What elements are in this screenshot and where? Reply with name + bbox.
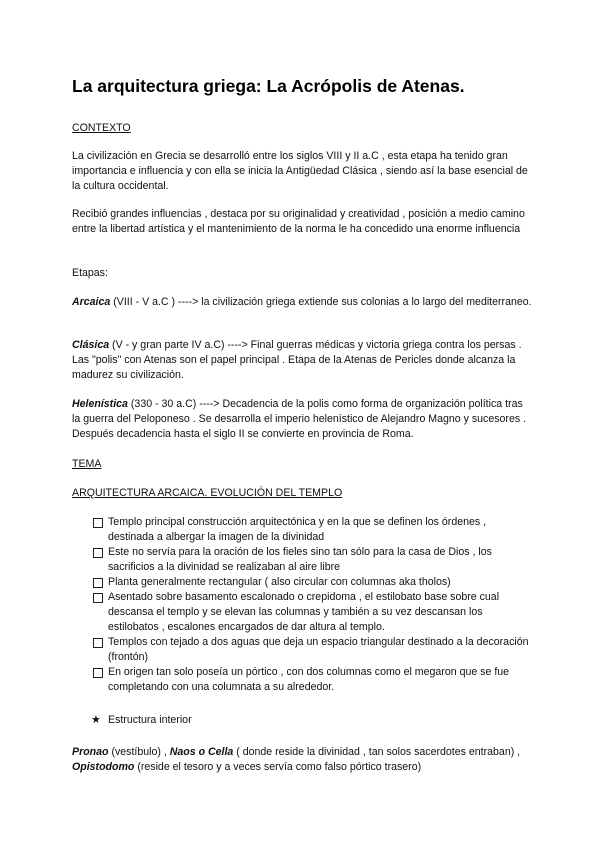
term-opistodomo: Opistodomo <box>72 761 135 773</box>
text-segment: (reside el tesoro y a veces servía como falso pórtico trasero) <box>134 761 422 773</box>
etapa-text: (VIII - V a.C ) ----> la civilización griega extiende sus colonias a lo largo del mediterraneo. <box>110 296 532 308</box>
checkbox[interactable] <box>93 578 103 588</box>
list-item-text: En origen tan solo poseía un pórtico , con dos columnas como el megaron que se fue completando con una columnata a su alrededor. <box>108 666 510 693</box>
list-item-text: Asentado sobre basamento escalonado o crepidoma , el estilobato base sobre cual descansa el templo y se elevan las columnas y también a su vez descansan los estilobatos , escalones encargados de dar altura al templo. <box>108 591 500 633</box>
text-segment: (vestíbulo) , <box>108 746 170 758</box>
etapa-helenistica <box>72 397 532 442</box>
checkbox[interactable] <box>93 548 103 558</box>
list-item <box>72 590 532 635</box>
etapa-text: (V - y gran parte IV a.C) ----> Final guerras médicas y victoria griega contra los persas . Las "polis" con Atenas son el papel principal . Etapa de la Atenas de Pericles donde alcanza la madurez su civilización. <box>72 339 522 381</box>
list-item <box>72 575 532 590</box>
list-item <box>72 665 532 695</box>
tema-subheading: ARQUITECTURA ARCAICA. EVOLUCIÓN DEL TEMPLO <box>72 487 343 499</box>
etapa-arcaica <box>72 295 532 310</box>
term-pronao: Pronao <box>72 746 109 758</box>
list-item-text: Templos con tejado a dos aguas que deja un espacio triangular destinado a la decoración (frontón) <box>108 636 529 663</box>
list-item <box>72 635 532 665</box>
star-item <box>72 713 532 728</box>
list-item-text: Templo principal construcción arquitectónica y en la que se definen los órdenes , destinada a albergar la imagen de la divinidad <box>108 516 487 543</box>
contexto-paragraph-1: La civilización en Grecia se desarrolló entre los siglos VIII y II a.C , esta etapa ha tenido gran importancia e influencia y con ella se inicia la Antigüedad Clásica , siendo así la base esencial de la cultura occidental. <box>72 150 528 192</box>
etapa-name: Arcaica <box>72 296 111 308</box>
etapas-label: Etapas: <box>72 267 108 279</box>
estructura-paragraph <box>72 745 532 775</box>
etapa-name: Clásica <box>72 339 110 351</box>
checkbox[interactable] <box>93 593 103 603</box>
term-naos: Naos o Cella <box>169 746 234 758</box>
text-segment: ( donde reside la divinidad , tan solos sacerdotes entraban) , <box>233 746 521 758</box>
list-item-text: Planta generalmente rectangular ( also circular con columnas aka tholos) <box>108 576 451 588</box>
etapa-name: Helenística <box>72 398 128 410</box>
star-item-text: Estructura interior <box>108 714 192 726</box>
list-item-text: Este no servía para la oración de los fieles sino tan sólo para la casa de Dios , los sacrificios a la divinidad se realizaban al aire libre <box>108 546 492 573</box>
etapa-text: (330 - 30 a.C) ----> Decadencia de la polis como forma de organización política tras la guerra del Peloponeso . Se desarrolla el imperio helenístico de Alejandro Magno y sucesores . Después decadencia hasta el siglo II se convierte en provincia de Roma. <box>72 398 527 440</box>
checkbox[interactable] <box>93 518 103 528</box>
contexto-heading: CONTEXTO <box>72 122 131 134</box>
checkbox[interactable] <box>93 638 103 648</box>
tema-heading: TEMA <box>72 458 102 470</box>
etapa-clasica <box>72 338 532 383</box>
star-icon: ★ <box>91 714 101 726</box>
contexto-paragraph-2: Recibió grandes influencias , destaca por su originalidad y creatividad , posición a medio camino entre la libertad artística y el mantenimiento de la norma le ha concedido una enorme influencia <box>72 208 525 235</box>
page-title: La arquitectura griega: La Acrópolis de Atenas. <box>72 76 465 96</box>
list-item <box>72 515 532 545</box>
list-item <box>72 545 532 575</box>
checklist <box>72 515 532 695</box>
checkbox[interactable] <box>93 668 103 678</box>
